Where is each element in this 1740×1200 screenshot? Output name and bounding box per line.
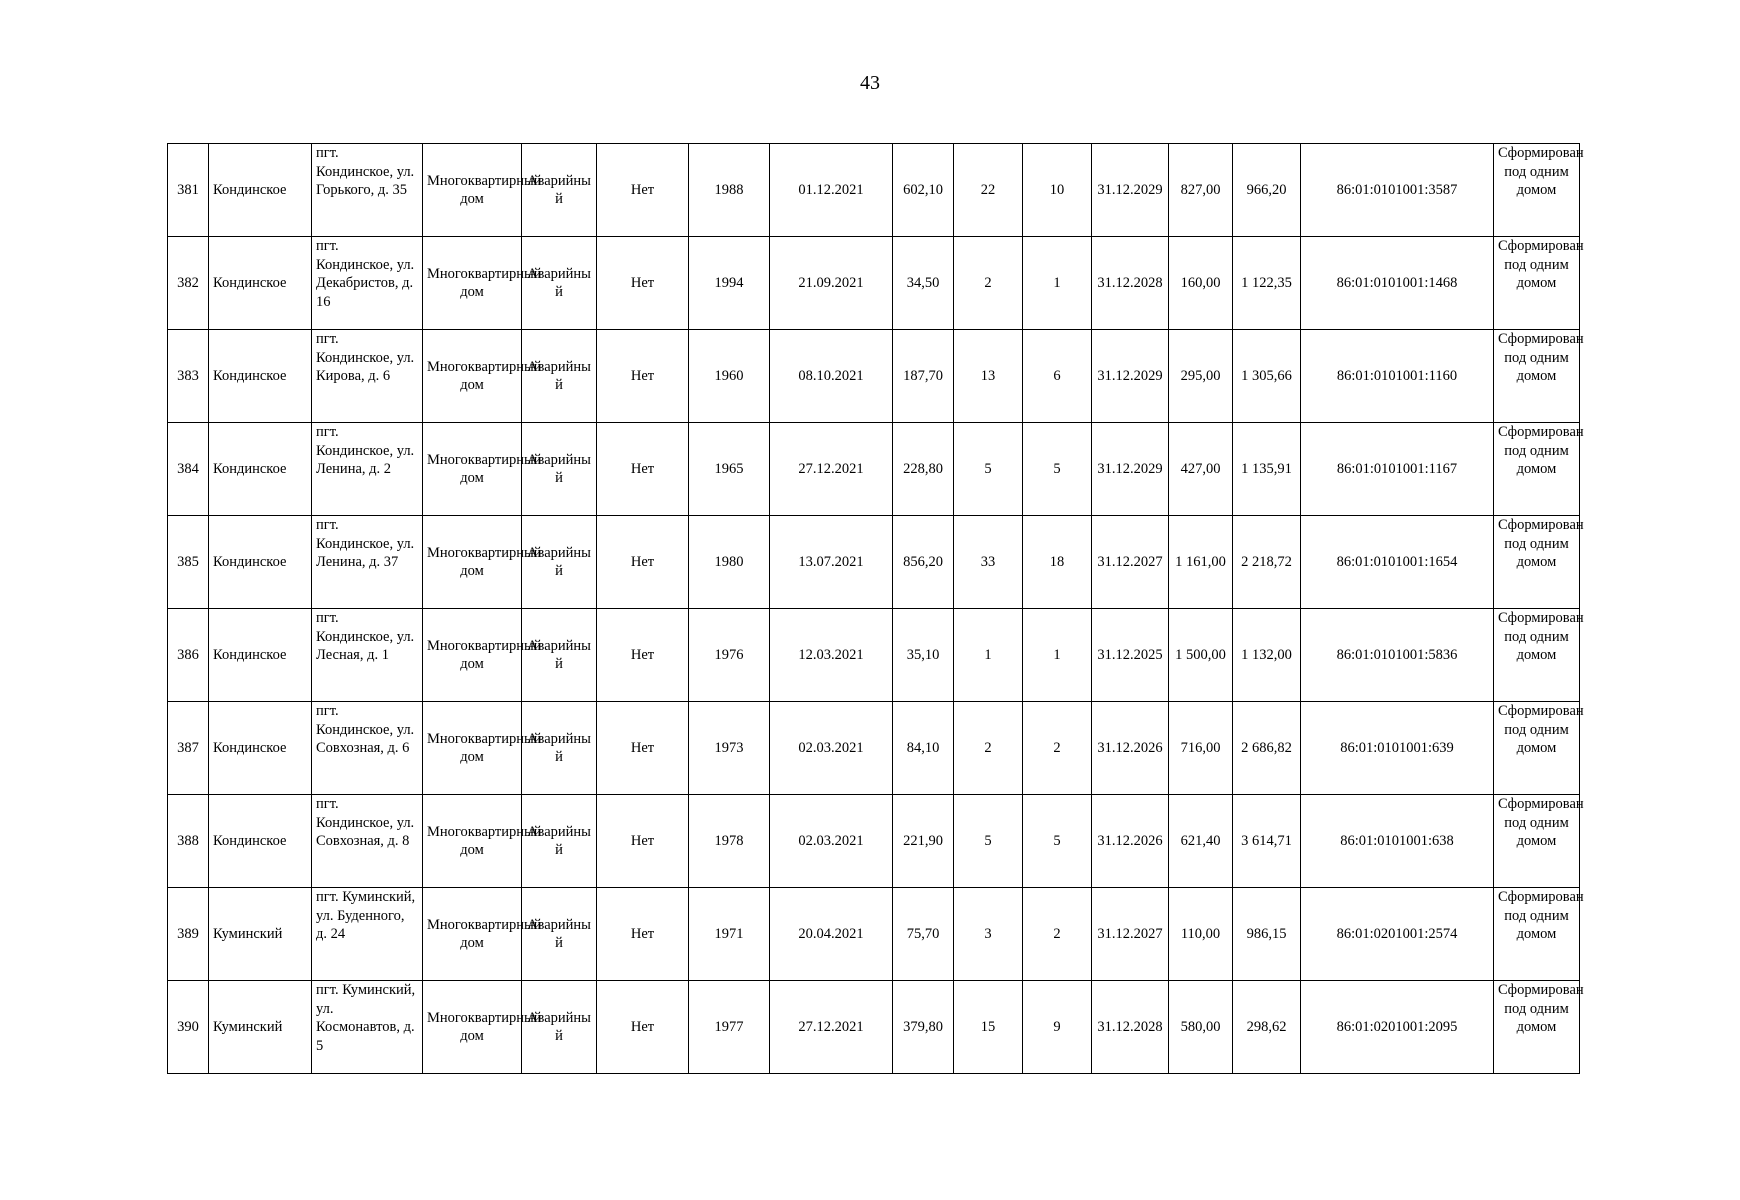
residents-cell: 2 bbox=[954, 237, 1023, 330]
date-cell: 12.03.2021 bbox=[770, 609, 893, 702]
row-number-cell: 384 bbox=[168, 423, 209, 516]
cadastral-number-cell: 86:01:0101001:638 bbox=[1301, 795, 1494, 888]
address-cell: пгт. Кондинское, ул. Горького, д. 35 bbox=[312, 144, 423, 237]
cadastral-number-cell: 86:01:0201001:2095 bbox=[1301, 981, 1494, 1074]
deadline-cell: 31.12.2029 bbox=[1092, 144, 1169, 237]
flag-cell: Нет bbox=[597, 330, 689, 423]
units-cell: 1 bbox=[1023, 237, 1092, 330]
building-type-cell: Многоквартирный дом bbox=[423, 888, 522, 981]
table-row bbox=[168, 795, 1580, 888]
flag-cell: Нет bbox=[597, 795, 689, 888]
building-type-cell: Многоквартирный дом bbox=[423, 516, 522, 609]
units-cell: 2 bbox=[1023, 888, 1092, 981]
building-type-cell: Многоквартирный дом bbox=[423, 702, 522, 795]
area-cell: 602,10 bbox=[893, 144, 954, 237]
cost-cell: 1 500,00 bbox=[1169, 609, 1233, 702]
table-row bbox=[168, 237, 1580, 330]
year-cell: 1980 bbox=[689, 516, 770, 609]
residents-cell: 2 bbox=[954, 702, 1023, 795]
year-cell: 1976 bbox=[689, 609, 770, 702]
flag-cell: Нет bbox=[597, 702, 689, 795]
area-cell: 228,80 bbox=[893, 423, 954, 516]
status-cell: Аварийный bbox=[522, 423, 597, 516]
status-cell: Аварийный bbox=[522, 981, 597, 1074]
status-cell: Аварийный bbox=[522, 237, 597, 330]
year-cell: 1971 bbox=[689, 888, 770, 981]
date-cell: 27.12.2021 bbox=[770, 981, 893, 1074]
area-cell: 187,70 bbox=[893, 330, 954, 423]
deadline-cell: 31.12.2025 bbox=[1092, 609, 1169, 702]
units-cell: 5 bbox=[1023, 423, 1092, 516]
address-cell: пгт. Кондинское, ул. Кирова, д. 6 bbox=[312, 330, 423, 423]
area-cell: 35,10 bbox=[893, 609, 954, 702]
address-cell: пгт. Кондинское, ул. Ленина, д. 37 bbox=[312, 516, 423, 609]
cost-cell: 110,00 bbox=[1169, 888, 1233, 981]
status-cell: Аварийный bbox=[522, 330, 597, 423]
building-type-cell: Многоквартирный дом bbox=[423, 423, 522, 516]
cost-cell: 716,00 bbox=[1169, 702, 1233, 795]
cadastral-number-cell: 86:01:0101001:5836 bbox=[1301, 609, 1494, 702]
row-number-cell: 386 bbox=[168, 609, 209, 702]
building-type-cell: Многоквартирный дом bbox=[423, 981, 522, 1074]
address-cell: пгт. Куминский, ул. Буденного, д. 24 bbox=[312, 888, 423, 981]
municipality-cell: Куминский bbox=[209, 888, 312, 981]
value-cell: 986,15 bbox=[1233, 888, 1301, 981]
flag-cell: Нет bbox=[597, 516, 689, 609]
table-row bbox=[168, 330, 1580, 423]
cost-cell: 1 161,00 bbox=[1169, 516, 1233, 609]
building-type-cell: Многоквартирный дом bbox=[423, 795, 522, 888]
deadline-cell: 31.12.2028 bbox=[1092, 981, 1169, 1074]
year-cell: 1977 bbox=[689, 981, 770, 1074]
note-cell: Сформирован под одним домом bbox=[1494, 330, 1580, 423]
value-cell: 2 686,82 bbox=[1233, 702, 1301, 795]
date-cell: 27.12.2021 bbox=[770, 423, 893, 516]
municipality-cell: Кондинское bbox=[209, 702, 312, 795]
date-cell: 02.03.2021 bbox=[770, 795, 893, 888]
deadline-cell: 31.12.2028 bbox=[1092, 237, 1169, 330]
row-number-cell: 381 bbox=[168, 144, 209, 237]
residents-cell: 5 bbox=[954, 423, 1023, 516]
units-cell: 5 bbox=[1023, 795, 1092, 888]
deadline-cell: 31.12.2026 bbox=[1092, 702, 1169, 795]
status-cell: Аварийный bbox=[522, 888, 597, 981]
status-cell: Аварийный bbox=[522, 144, 597, 237]
cost-cell: 827,00 bbox=[1169, 144, 1233, 237]
municipality-cell: Кондинское bbox=[209, 330, 312, 423]
year-cell: 1973 bbox=[689, 702, 770, 795]
table-row bbox=[168, 609, 1580, 702]
cadastral-number-cell: 86:01:0101001:1167 bbox=[1301, 423, 1494, 516]
cost-cell: 160,00 bbox=[1169, 237, 1233, 330]
area-cell: 75,70 bbox=[893, 888, 954, 981]
address-cell: пгт. Кондинское, ул. Совхозная, д. 8 bbox=[312, 795, 423, 888]
row-number-cell: 388 bbox=[168, 795, 209, 888]
area-cell: 856,20 bbox=[893, 516, 954, 609]
flag-cell: Нет bbox=[597, 981, 689, 1074]
area-cell: 221,90 bbox=[893, 795, 954, 888]
note-cell: Сформирован под одним домом bbox=[1494, 144, 1580, 237]
cadastral-number-cell: 86:01:0101001:1468 bbox=[1301, 237, 1494, 330]
status-cell: Аварийный bbox=[522, 702, 597, 795]
date-cell: 20.04.2021 bbox=[770, 888, 893, 981]
table-row bbox=[168, 144, 1580, 237]
municipality-cell: Кондинское bbox=[209, 423, 312, 516]
building-type-cell: Многоквартирный дом bbox=[423, 609, 522, 702]
area-cell: 84,10 bbox=[893, 702, 954, 795]
units-cell: 6 bbox=[1023, 330, 1092, 423]
residents-cell: 13 bbox=[954, 330, 1023, 423]
year-cell: 1960 bbox=[689, 330, 770, 423]
area-cell: 379,80 bbox=[893, 981, 954, 1074]
address-cell: пгт. Кондинское, ул. Декабристов, д. 16 bbox=[312, 237, 423, 330]
deadline-cell: 31.12.2027 bbox=[1092, 888, 1169, 981]
date-cell: 01.12.2021 bbox=[770, 144, 893, 237]
note-cell: Сформирован под одним домом bbox=[1494, 888, 1580, 981]
value-cell: 1 122,35 bbox=[1233, 237, 1301, 330]
status-cell: Аварийный bbox=[522, 795, 597, 888]
cost-cell: 427,00 bbox=[1169, 423, 1233, 516]
note-cell: Сформирован под одним домом bbox=[1494, 516, 1580, 609]
table-row bbox=[168, 423, 1580, 516]
value-cell: 298,62 bbox=[1233, 981, 1301, 1074]
row-number-cell: 385 bbox=[168, 516, 209, 609]
row-number-cell: 383 bbox=[168, 330, 209, 423]
residents-cell: 5 bbox=[954, 795, 1023, 888]
status-cell: Аварийный bbox=[522, 516, 597, 609]
units-cell: 10 bbox=[1023, 144, 1092, 237]
cost-cell: 295,00 bbox=[1169, 330, 1233, 423]
cadastral-number-cell: 86:01:0201001:2574 bbox=[1301, 888, 1494, 981]
note-cell: Сформирован под одним домом bbox=[1494, 795, 1580, 888]
row-number-cell: 389 bbox=[168, 888, 209, 981]
cost-cell: 621,40 bbox=[1169, 795, 1233, 888]
municipality-cell: Кондинское bbox=[209, 144, 312, 237]
residents-cell: 3 bbox=[954, 888, 1023, 981]
address-cell: пгт. Куминский, ул. Космонавтов, д. 5 bbox=[312, 981, 423, 1074]
residents-cell: 33 bbox=[954, 516, 1023, 609]
municipality-cell: Куминский bbox=[209, 981, 312, 1074]
value-cell: 1 305,66 bbox=[1233, 330, 1301, 423]
flag-cell: Нет bbox=[597, 237, 689, 330]
units-cell: 9 bbox=[1023, 981, 1092, 1074]
area-cell: 34,50 bbox=[893, 237, 954, 330]
units-cell: 2 bbox=[1023, 702, 1092, 795]
note-cell: Сформирован под одним домом bbox=[1494, 423, 1580, 516]
units-cell: 1 bbox=[1023, 609, 1092, 702]
cost-cell: 580,00 bbox=[1169, 981, 1233, 1074]
value-cell: 966,20 bbox=[1233, 144, 1301, 237]
note-cell: Сформирован под одним домом bbox=[1494, 702, 1580, 795]
address-cell: пгт. Кондинское, ул. Лесная, д. 1 bbox=[312, 609, 423, 702]
table-row bbox=[168, 516, 1580, 609]
year-cell: 1978 bbox=[689, 795, 770, 888]
flag-cell: Нет bbox=[597, 144, 689, 237]
municipality-cell: Кондинское bbox=[209, 516, 312, 609]
residents-cell: 15 bbox=[954, 981, 1023, 1074]
residents-cell: 1 bbox=[954, 609, 1023, 702]
building-type-cell: Многоквартирный дом bbox=[423, 237, 522, 330]
residents-cell: 22 bbox=[954, 144, 1023, 237]
row-number-cell: 390 bbox=[168, 981, 209, 1074]
municipality-cell: Кондинское bbox=[209, 609, 312, 702]
units-cell: 18 bbox=[1023, 516, 1092, 609]
note-cell: Сформирован под одним домом bbox=[1494, 609, 1580, 702]
cadastral-number-cell: 86:01:0101001:1654 bbox=[1301, 516, 1494, 609]
housing-registry-table bbox=[167, 143, 1584, 1074]
flag-cell: Нет bbox=[597, 423, 689, 516]
page-number: 43 bbox=[860, 72, 880, 94]
flag-cell: Нет bbox=[597, 609, 689, 702]
note-cell: Сформирован под одним домом bbox=[1494, 237, 1580, 330]
value-cell: 1 135,91 bbox=[1233, 423, 1301, 516]
address-cell: пгт. Кондинское, ул. Совхозная, д. 6 bbox=[312, 702, 423, 795]
cadastral-number-cell: 86:01:0101001:3587 bbox=[1301, 144, 1494, 237]
year-cell: 1994 bbox=[689, 237, 770, 330]
status-cell: Аварийный bbox=[522, 609, 597, 702]
date-cell: 21.09.2021 bbox=[770, 237, 893, 330]
deadline-cell: 31.12.2026 bbox=[1092, 795, 1169, 888]
cadastral-number-cell: 86:01:0101001:639 bbox=[1301, 702, 1494, 795]
address-cell: пгт. Кондинское, ул. Ленина, д. 2 bbox=[312, 423, 423, 516]
table-row bbox=[168, 981, 1580, 1074]
value-cell: 2 218,72 bbox=[1233, 516, 1301, 609]
building-type-cell: Многоквартирный дом bbox=[423, 144, 522, 237]
value-cell: 3 614,71 bbox=[1233, 795, 1301, 888]
deadline-cell: 31.12.2029 bbox=[1092, 423, 1169, 516]
year-cell: 1965 bbox=[689, 423, 770, 516]
deadline-cell: 31.12.2027 bbox=[1092, 516, 1169, 609]
date-cell: 13.07.2021 bbox=[770, 516, 893, 609]
deadline-cell: 31.12.2029 bbox=[1092, 330, 1169, 423]
date-cell: 08.10.2021 bbox=[770, 330, 893, 423]
building-type-cell: Многоквартирный дом bbox=[423, 330, 522, 423]
note-cell: Сформирован под одним домом bbox=[1494, 981, 1580, 1074]
row-number-cell: 387 bbox=[168, 702, 209, 795]
row-number-cell: 382 bbox=[168, 237, 209, 330]
table-body bbox=[168, 144, 1584, 1074]
municipality-cell: Кондинское bbox=[209, 237, 312, 330]
value-cell: 1 132,00 bbox=[1233, 609, 1301, 702]
municipality-cell: Кондинское bbox=[209, 795, 312, 888]
table-row bbox=[168, 888, 1580, 981]
flag-cell: Нет bbox=[597, 888, 689, 981]
cadastral-number-cell: 86:01:0101001:1160 bbox=[1301, 330, 1494, 423]
year-cell: 1988 bbox=[689, 144, 770, 237]
date-cell: 02.03.2021 bbox=[770, 702, 893, 795]
table-row bbox=[168, 702, 1580, 795]
